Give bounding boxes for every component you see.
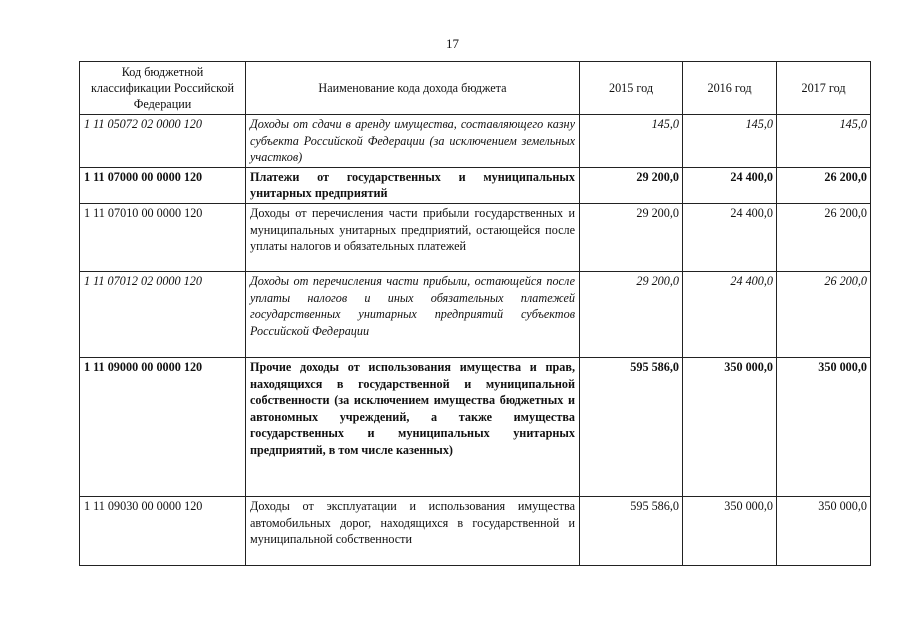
row-value-2017: 26 200,0 (777, 167, 871, 203)
row-code: 1 11 07012 02 0000 120 (80, 271, 246, 357)
row-value-2017: 26 200,0 (777, 203, 871, 271)
row-value-2015: 29 200,0 (580, 271, 683, 357)
row-code: 1 11 09000 00 0000 120 (80, 357, 246, 496)
row-value-2017: 350 000,0 (777, 357, 871, 496)
table-row (80, 271, 871, 357)
row-value-2017: 26 200,0 (777, 271, 871, 357)
budget-revenue-table (79, 61, 871, 566)
row-name: Доходы от сдачи в аренду имущества, составляющего казну субъекта Российской Федерации (за исключением земельных участков) (250, 117, 575, 165)
row-name: Доходы от перечисления части прибыли государственных и муниципальных унитарных предприятий, остающейся после уплаты налогов и обязательных платежей (250, 205, 575, 254)
header-code: Код бюджетной классификации Российской Федерации (80, 62, 246, 115)
header-2016: 2016 год (683, 62, 777, 115)
header-2017: 2017 год (777, 62, 871, 115)
row-value-2015: 29 200,0 (580, 167, 683, 203)
row-value-2016: 350 000,0 (683, 496, 777, 565)
table-header-row (80, 62, 871, 115)
row-name: Платежи от государственных и муниципальных унитарных предприятий (250, 169, 575, 201)
row-value-2016: 24 400,0 (683, 167, 777, 203)
row-value-2015: 595 586,0 (580, 496, 683, 565)
table-row (80, 496, 871, 565)
table-row (80, 357, 871, 496)
row-code: 1 11 09030 00 0000 120 (80, 496, 246, 565)
row-name: Доходы от эксплуатации и использования имущества автомобильных дорог, находящихся в государственной и муниципальной собственности (250, 498, 575, 547)
row-value-2015: 595 586,0 (580, 357, 683, 496)
row-value-2016: 350 000,0 (683, 357, 777, 496)
row-code: 1 11 07000 00 0000 120 (80, 167, 246, 203)
row-value-2016: 145,0 (683, 115, 777, 168)
table-row (80, 167, 871, 203)
row-value-2017: 350 000,0 (777, 496, 871, 565)
table-row (80, 203, 871, 271)
row-value-2016: 24 400,0 (683, 271, 777, 357)
row-value-2017: 145,0 (777, 115, 871, 168)
row-name: Доходы от перечисления части прибыли, остающейся после уплаты налогов и иных обязательных платежей государственных унитарных предприятий субъектов Российской Федерации (250, 273, 575, 338)
header-2015: 2015 год (580, 62, 683, 115)
page-number: 17 (446, 36, 459, 51)
row-value-2016: 24 400,0 (683, 203, 777, 271)
row-code: 1 11 07010 00 0000 120 (80, 203, 246, 271)
table-row (80, 115, 871, 168)
row-value-2015: 29 200,0 (580, 203, 683, 271)
row-code: 1 11 05072 02 0000 120 (80, 115, 246, 168)
header-name: Наименование кода дохода бюджета (246, 62, 580, 115)
row-name: Прочие доходы от использования имущества и прав, находящихся в государственной и муниципальной собственности (за исключением имущества бюджетных и автономных учреждений, а также имущества государственных и муниципальных унитарных предприятий, в том числе казенных) (250, 359, 575, 457)
row-value-2015: 145,0 (580, 115, 683, 168)
